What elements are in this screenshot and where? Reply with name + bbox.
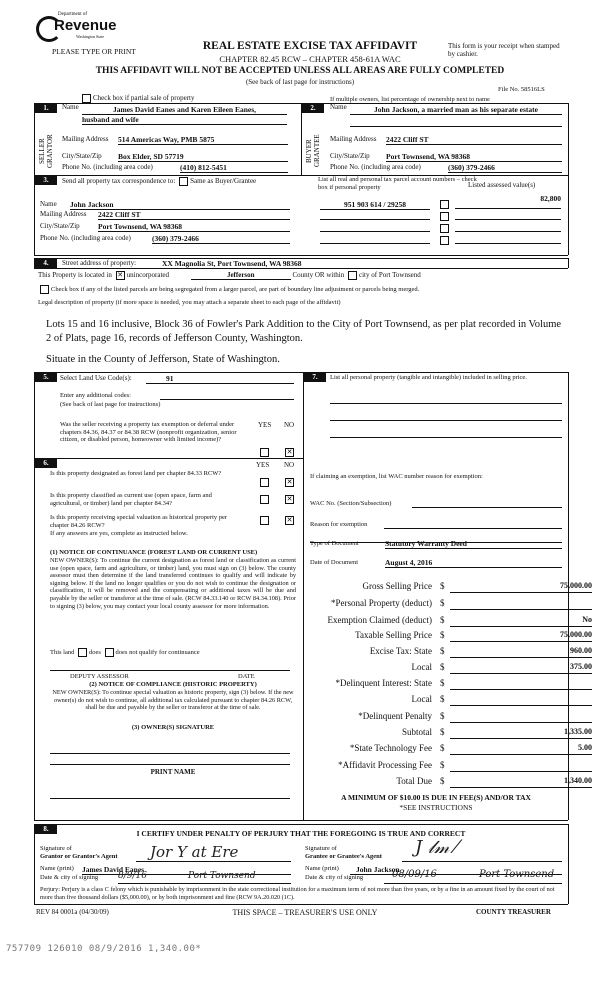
seller-phone[interactable]: (410) 812-5451	[180, 163, 288, 173]
correspondence-mail-label: Mailing Address	[40, 210, 87, 218]
treasurer-stamp: 757709 126010 08/9/2016 1,340.00*	[6, 944, 202, 954]
buyer-phone[interactable]: (360) 379-2466	[448, 163, 562, 173]
print-name-label: PRINT NAME	[150, 768, 196, 776]
situate-text[interactable]: Situate in the County of Jefferson, State of Washington.	[46, 354, 280, 365]
calc-row	[312, 646, 592, 660]
segregated-check[interactable]: Check box if any of the listed parcels are being segregated from a larger parcel, are part of boundary line adjustment or parcels being merged.	[38, 285, 419, 294]
calc-row-label: *State Technology Fee	[349, 743, 432, 753]
grantor-printed-name[interactable]: James David Eanes	[82, 865, 291, 875]
same-as-buyer-checkbox[interactable]	[179, 177, 188, 186]
seller-name-line2[interactable]: husband and wife	[82, 115, 287, 125]
calc-row-value[interactable]: 1,340.00	[450, 776, 592, 788]
logo-big-text: Revenue	[54, 17, 117, 34]
calc-row	[312, 743, 592, 757]
correspondence-city-label: City/State/Zip	[40, 222, 80, 230]
correspondence-phone-label: Phone No. (including area code)	[40, 234, 131, 242]
grantor-signature[interactable]: Jor Y at Ere	[150, 843, 239, 861]
land-use-label: Select Land Use Code(s):	[60, 374, 132, 382]
current-use-no-checkbox[interactable]: ✕	[286, 495, 293, 503]
grantee-date-city[interactable]	[384, 869, 562, 884]
chapter-line: CHAPTER 82.45 RCW – CHAPTER 458-61A WAC	[219, 54, 401, 64]
buyer-city[interactable]: Port Townsend, WA 98368	[386, 152, 562, 162]
calc-row-value[interactable]	[450, 711, 592, 723]
land-use-code[interactable]: 91	[146, 374, 294, 384]
personal-property-checkbox-4[interactable]	[440, 236, 449, 245]
perjury-warning: Perjury: Perjury is a class C felony which is punishable by imprisonment in the state correctional institution for a maximum term of not more than five years, or by a fine in an amount fixed by the court of not more than five thousand dollars ($5,000.00), or by both imprisonment and fine (RCW 9A.20.020 (1C).	[40, 886, 555, 901]
calc-row-label: Local	[411, 662, 432, 672]
calc-row	[312, 678, 592, 692]
forest-no-checkbox[interactable]: ✕	[286, 478, 293, 486]
form-title: REAL ESTATE EXCISE TAX AFFIDAVIT	[202, 40, 418, 52]
section-2-badge: 2.	[302, 104, 324, 113]
calc-row-label: *Delinquent Interest: State	[335, 678, 432, 688]
calc-row	[312, 760, 592, 774]
grantee-sign-city: Port Townsend	[479, 869, 555, 880]
sec6-yes-header: YES	[256, 461, 270, 469]
dollar-sign: $	[440, 776, 445, 786]
dollar-sign: $	[440, 646, 445, 656]
notice-compliance-title: (2) NOTICE OF COMPLIANCE (HISTORIC PROPERTY)	[89, 681, 257, 688]
land-use-see-back: (See back of last page for instructions)	[60, 401, 161, 408]
exemption-question: Was the seller receiving a property tax exemption or deferral under chapters 84.36, 84.37 or 84.38 RCW (nonprofit organization, senior citizen, or disabled person, homeowner with limited income)?	[60, 421, 237, 443]
correspondence-name-label: Name	[40, 200, 57, 208]
personal-property-label: List all personal property (tangible and intangible) included in selling price.	[330, 374, 527, 381]
section-7-badge: 7.	[304, 373, 326, 382]
buyer-name[interactable]: John Jackson, a married man as his separate estate	[350, 105, 562, 115]
minimum-due-note: A MINIMUM OF $10.00 IS DUE IN FEE(S) AND/OR TAX	[341, 793, 531, 802]
correspondence-phone[interactable]: (360) 379-2466	[152, 234, 290, 244]
personal-property-checkbox-2[interactable]	[440, 212, 449, 221]
treasurer-space: THIS SPACE – TREASURER'S USE ONLY	[232, 908, 378, 917]
grantor-sign-city: Port Townsend	[188, 871, 256, 881]
receipt-note: This form is your receipt when stamped by cashier.	[448, 42, 560, 58]
section-6-badge: 6.	[35, 459, 57, 468]
calc-row-value[interactable]: 5.00	[450, 743, 592, 755]
grantee-agent-label: Grantee or Grantee's Agent	[305, 853, 382, 860]
calc-row-label: *Delinquent Penalty	[358, 711, 432, 721]
logo-small-text: Department of	[58, 12, 88, 17]
personal-property-checkbox-3[interactable]	[440, 224, 449, 233]
property-street-address[interactable]: XX Magnolia St, Port Townsend, WA 98368	[162, 259, 302, 268]
calc-row-value[interactable]: 1,335.00	[450, 727, 592, 739]
grantor-date-city[interactable]	[118, 873, 291, 884]
current-use-yes-checkbox[interactable]	[260, 495, 269, 504]
calc-row-value[interactable]: 75,000.00	[450, 630, 592, 642]
document-date[interactable]: August 4, 2016	[385, 558, 562, 568]
calc-row-label: *Affidavit Processing Fee	[338, 760, 432, 770]
dollar-sign: $	[440, 662, 445, 672]
buyer-side-label: BUYER GRANTEE	[305, 134, 321, 168]
grantee-sign-date: 08/09/16	[392, 869, 437, 880]
grantor-name-print-label: Name (print)	[40, 865, 74, 872]
deputy-assessor-label: DEPUTY ASSESSOR	[70, 673, 129, 680]
owner-signature-label: (3) OWNER(S) SIGNATURE	[131, 724, 215, 731]
dollar-sign: $	[440, 630, 445, 640]
county-treasurer: COUNTY TREASURER	[476, 908, 551, 916]
seller-mail-label: Mailing Address	[62, 135, 109, 143]
doc-type-label: Type of Document	[310, 540, 359, 547]
correspondence-name[interactable]: John Jackson	[70, 200, 290, 210]
grantee-signature[interactable]: J 𝓁𝓂 ⁄	[415, 837, 458, 858]
doc-date-label: Date of Document	[310, 559, 359, 566]
historic-yes-checkbox[interactable]	[260, 516, 269, 525]
calc-row	[312, 727, 592, 741]
send-correspondence: Send all property tax correspondence to: Same as Buyer/Grantee	[62, 177, 257, 186]
buyer-phone-label: Phone No. (including area code)	[330, 163, 421, 171]
calc-row-label: Subtotal	[401, 727, 432, 737]
county-name[interactable]: Jefferson	[191, 271, 291, 280]
dollar-sign: $	[440, 678, 445, 688]
calc-row-label: *Personal Property (deduct)	[331, 598, 432, 608]
seller-city[interactable]: Box Elder, SD 57719	[118, 152, 288, 162]
buyer-name-label: Name	[330, 103, 347, 111]
grantor-sign-date: 8/9/16	[118, 871, 147, 881]
section-3-badge: 3.	[35, 176, 57, 185]
sec6-no-header: NO	[284, 461, 295, 469]
calc-row-value[interactable]	[450, 760, 592, 772]
section-8-badge: 8.	[35, 825, 57, 834]
sec5-no-header: NO	[284, 421, 295, 429]
notice-compliance-text: NEW OWNER(S): To continue special valuation as historic property, sign (3) below. If the new owner(s) do not wish to continue, all additional tax calculated pursuant to chapter 84.26 RCW, shall be due and payable by the seller or transferor at the time of sale.	[52, 689, 294, 712]
section-1-badge: 1.	[35, 104, 57, 113]
does-qualify-checkbox[interactable]	[78, 648, 87, 657]
historic-question: Is this property receiving special valuation as historical property per chapter 84.26 RCW?	[50, 514, 228, 529]
calc-row	[312, 694, 592, 708]
calc-row-value[interactable]: No	[450, 615, 592, 627]
calc-row	[312, 581, 592, 595]
dollar-sign: $	[440, 598, 445, 608]
multiple-owners-note: If multiple owners, list percentage of ownership next to name	[330, 96, 490, 103]
reason-label: Reason for exemption	[310, 521, 368, 528]
dollar-sign: $	[440, 760, 445, 770]
qualify-line: This land does does not qualify for continuance	[50, 648, 200, 656]
warning-line: THIS AFFIDAVIT WILL NOT BE ACCEPTED UNLESS ALL AREAS ARE FULLY COMPLETED	[95, 66, 505, 76]
certify-statement: I CERTIFY UNDER PENALTY OF PERJURY THAT THE FOREGOING IS TRUE AND CORRECT	[136, 829, 466, 838]
calc-row-label: Local	[411, 694, 432, 704]
additional-codes-label: Enter any additional codes:	[60, 392, 131, 399]
correspondence-mail[interactable]: 2422 Cliff ST	[98, 210, 290, 220]
grantee-date-city-label: Date & city of signing	[305, 874, 364, 881]
see-instructions-note: *SEE INSTRUCTIONS	[399, 803, 473, 812]
dollar-sign: $	[440, 615, 445, 625]
calc-row-value[interactable]	[450, 598, 592, 610]
exemption-yes-checkbox[interactable]	[260, 448, 269, 457]
grantor-date-city-label: Date & city of signing	[40, 874, 99, 881]
calc-row-label: Exemption Claimed (deduct)	[327, 615, 432, 625]
personal-property-checkbox-1[interactable]	[440, 200, 449, 209]
buyer-city-label: City/State/Zip	[330, 152, 370, 160]
street-address-label: Street address of property:	[62, 259, 137, 267]
calc-row-label: Gross Selling Price	[362, 581, 432, 591]
dollar-sign: $	[440, 711, 445, 721]
calc-row-label: Total Due	[396, 776, 432, 786]
calc-row-label: Taxable Selling Price	[355, 630, 432, 640]
assessed-label: Listed assessed value(s)	[468, 181, 536, 189]
assessor-date-label: DATE	[238, 673, 255, 680]
document-type[interactable]: Statutory Warranty Deed	[385, 539, 562, 549]
if-yes-note: If any answers are yes, complete as instructed below.	[50, 530, 188, 537]
unincorporated-checkbox[interactable]: ✕	[117, 271, 124, 279]
grantee-signature-of: Signature of	[305, 845, 337, 852]
seller-city-label: City/State/Zip	[62, 152, 102, 160]
grantee-printed-name[interactable]: John Jackson	[350, 865, 562, 875]
forest-yes-checkbox[interactable]	[260, 478, 269, 487]
buyer-mailing-address[interactable]: 2422 Cliff ST	[386, 135, 562, 145]
calc-row-value[interactable]	[450, 694, 592, 706]
calc-row	[312, 630, 592, 644]
type-or-print-note: PLEASE TYPE OR PRINT	[52, 47, 136, 56]
dor-logo	[36, 12, 117, 40]
legal-description[interactable]: Lots 15 and 16 inclusive, Block 36 of Fowler's Park Addition to the City of Port Townsend, as per plat recorded in Volume 2 of Plats, page 16, records of Jefferson County, Washington.	[46, 319, 562, 344]
grantor-signature-of: Signature of	[40, 845, 72, 852]
calc-row	[312, 662, 592, 676]
parcel-label: List all real and personal tax parcel account numbers – check box if personal property	[318, 176, 477, 191]
within-city-checkbox[interactable]	[348, 271, 357, 280]
wac-label: WAC No. (Section/Subsection)	[310, 500, 392, 507]
calc-row-value[interactable]	[450, 678, 592, 690]
calc-row-value[interactable]: 375.00	[450, 662, 592, 674]
property-location-line: This Property is located in ✕ unincorporated Jefferson County OR within city of Port Townsend	[38, 271, 421, 280]
calc-row-value[interactable]: 960.00	[450, 646, 592, 658]
seller-mailing-address[interactable]: 514 Americas Way, PMB 5875	[118, 135, 288, 145]
dollar-sign: $	[440, 581, 445, 591]
partial-sale-check[interactable]: Check box if partial sale of property	[80, 94, 194, 103]
segregated-checkbox[interactable]	[40, 285, 49, 294]
dollar-sign: $	[440, 694, 445, 704]
logo-sub-text: Washington State	[76, 34, 105, 39]
forest-land-question: Is this property designated as forest land per chapter 84.33 RCW?	[50, 470, 222, 477]
calc-row-value[interactable]: 75,000.00	[450, 581, 592, 593]
section-5-badge: 5.	[35, 373, 57, 382]
exemption-claim-label: If claiming an exemption, list WAC number reason for exemption:	[310, 473, 483, 480]
calc-row	[312, 711, 592, 725]
assessed-value[interactable]: 82,800	[540, 194, 561, 203]
partial-sale-checkbox[interactable]	[82, 94, 91, 103]
correspondence-city[interactable]: Port Townsend, WA 98368	[98, 222, 290, 232]
parcel-number[interactable]: 951 903 614 / 29258	[320, 200, 430, 210]
calc-row	[312, 776, 592, 790]
seller-name[interactable]: James David Eanes and Karen Eileen Eanes,	[82, 105, 287, 115]
does-not-qualify-checkbox[interactable]	[105, 648, 114, 657]
calc-row-label: Excise Tax: State	[369, 646, 432, 656]
seller-side-label: SELLER GRANTOR	[38, 134, 54, 168]
buyer-mail-label: Mailing Address	[330, 135, 377, 143]
see-back-note: (See back of last page for instructions)	[245, 78, 355, 86]
calc-row	[312, 598, 592, 612]
file-number: File No. 58516LS	[498, 86, 545, 93]
seller-phone-label: Phone No. (including area code)	[62, 163, 153, 171]
seller-name-label: Name	[62, 103, 79, 111]
notice-continuance-title: (1) NOTICE OF CONTINUANCE (FOREST LAND OR CURRENT USE)	[50, 549, 258, 556]
current-use-question: Is this property classified as current use (open space, farm and agricultural, or timber) land per chapter 84.34?	[50, 492, 212, 507]
calc-row	[312, 615, 592, 629]
legal-description-label: Legal description of property (if more space is needed, you may attach a separate sheet to each page of the affidavit)	[38, 299, 341, 306]
exemption-no-checkbox[interactable]: ✕	[286, 448, 293, 456]
grantor-agent-label: Grantor or Grantor's Agent	[40, 853, 118, 860]
notice-continuance-text: NEW OWNER(S): To continue the current designation as forest land or classification as current use (open space, farm and agriculture, or timber) land, you must sign on (3) below. The county assessor must then determine if the land transferred continues to qualify and will indicate by signing below. If the land no longer qualifies or you do not wish to continue the designation or classification, it will be removed and the compensating or additional taxes will be due and payable by the seller or transferor at the time of sale. (RCW 84.33.140 or RCW 84.34.108). Prior to signing (3) below, you may contact your local county assessor for more information.	[50, 557, 296, 610]
grantee-name-print-label: Name (print)	[305, 865, 339, 872]
dollar-sign: $	[440, 727, 445, 737]
form-revision: REV 84 0001a (04/30/09)	[36, 908, 109, 916]
section-4-badge: 4.	[35, 259, 57, 268]
dollar-sign: $	[440, 743, 445, 753]
sec5-yes-header: YES	[258, 421, 272, 429]
historic-no-checkbox[interactable]: ✕	[286, 516, 293, 524]
